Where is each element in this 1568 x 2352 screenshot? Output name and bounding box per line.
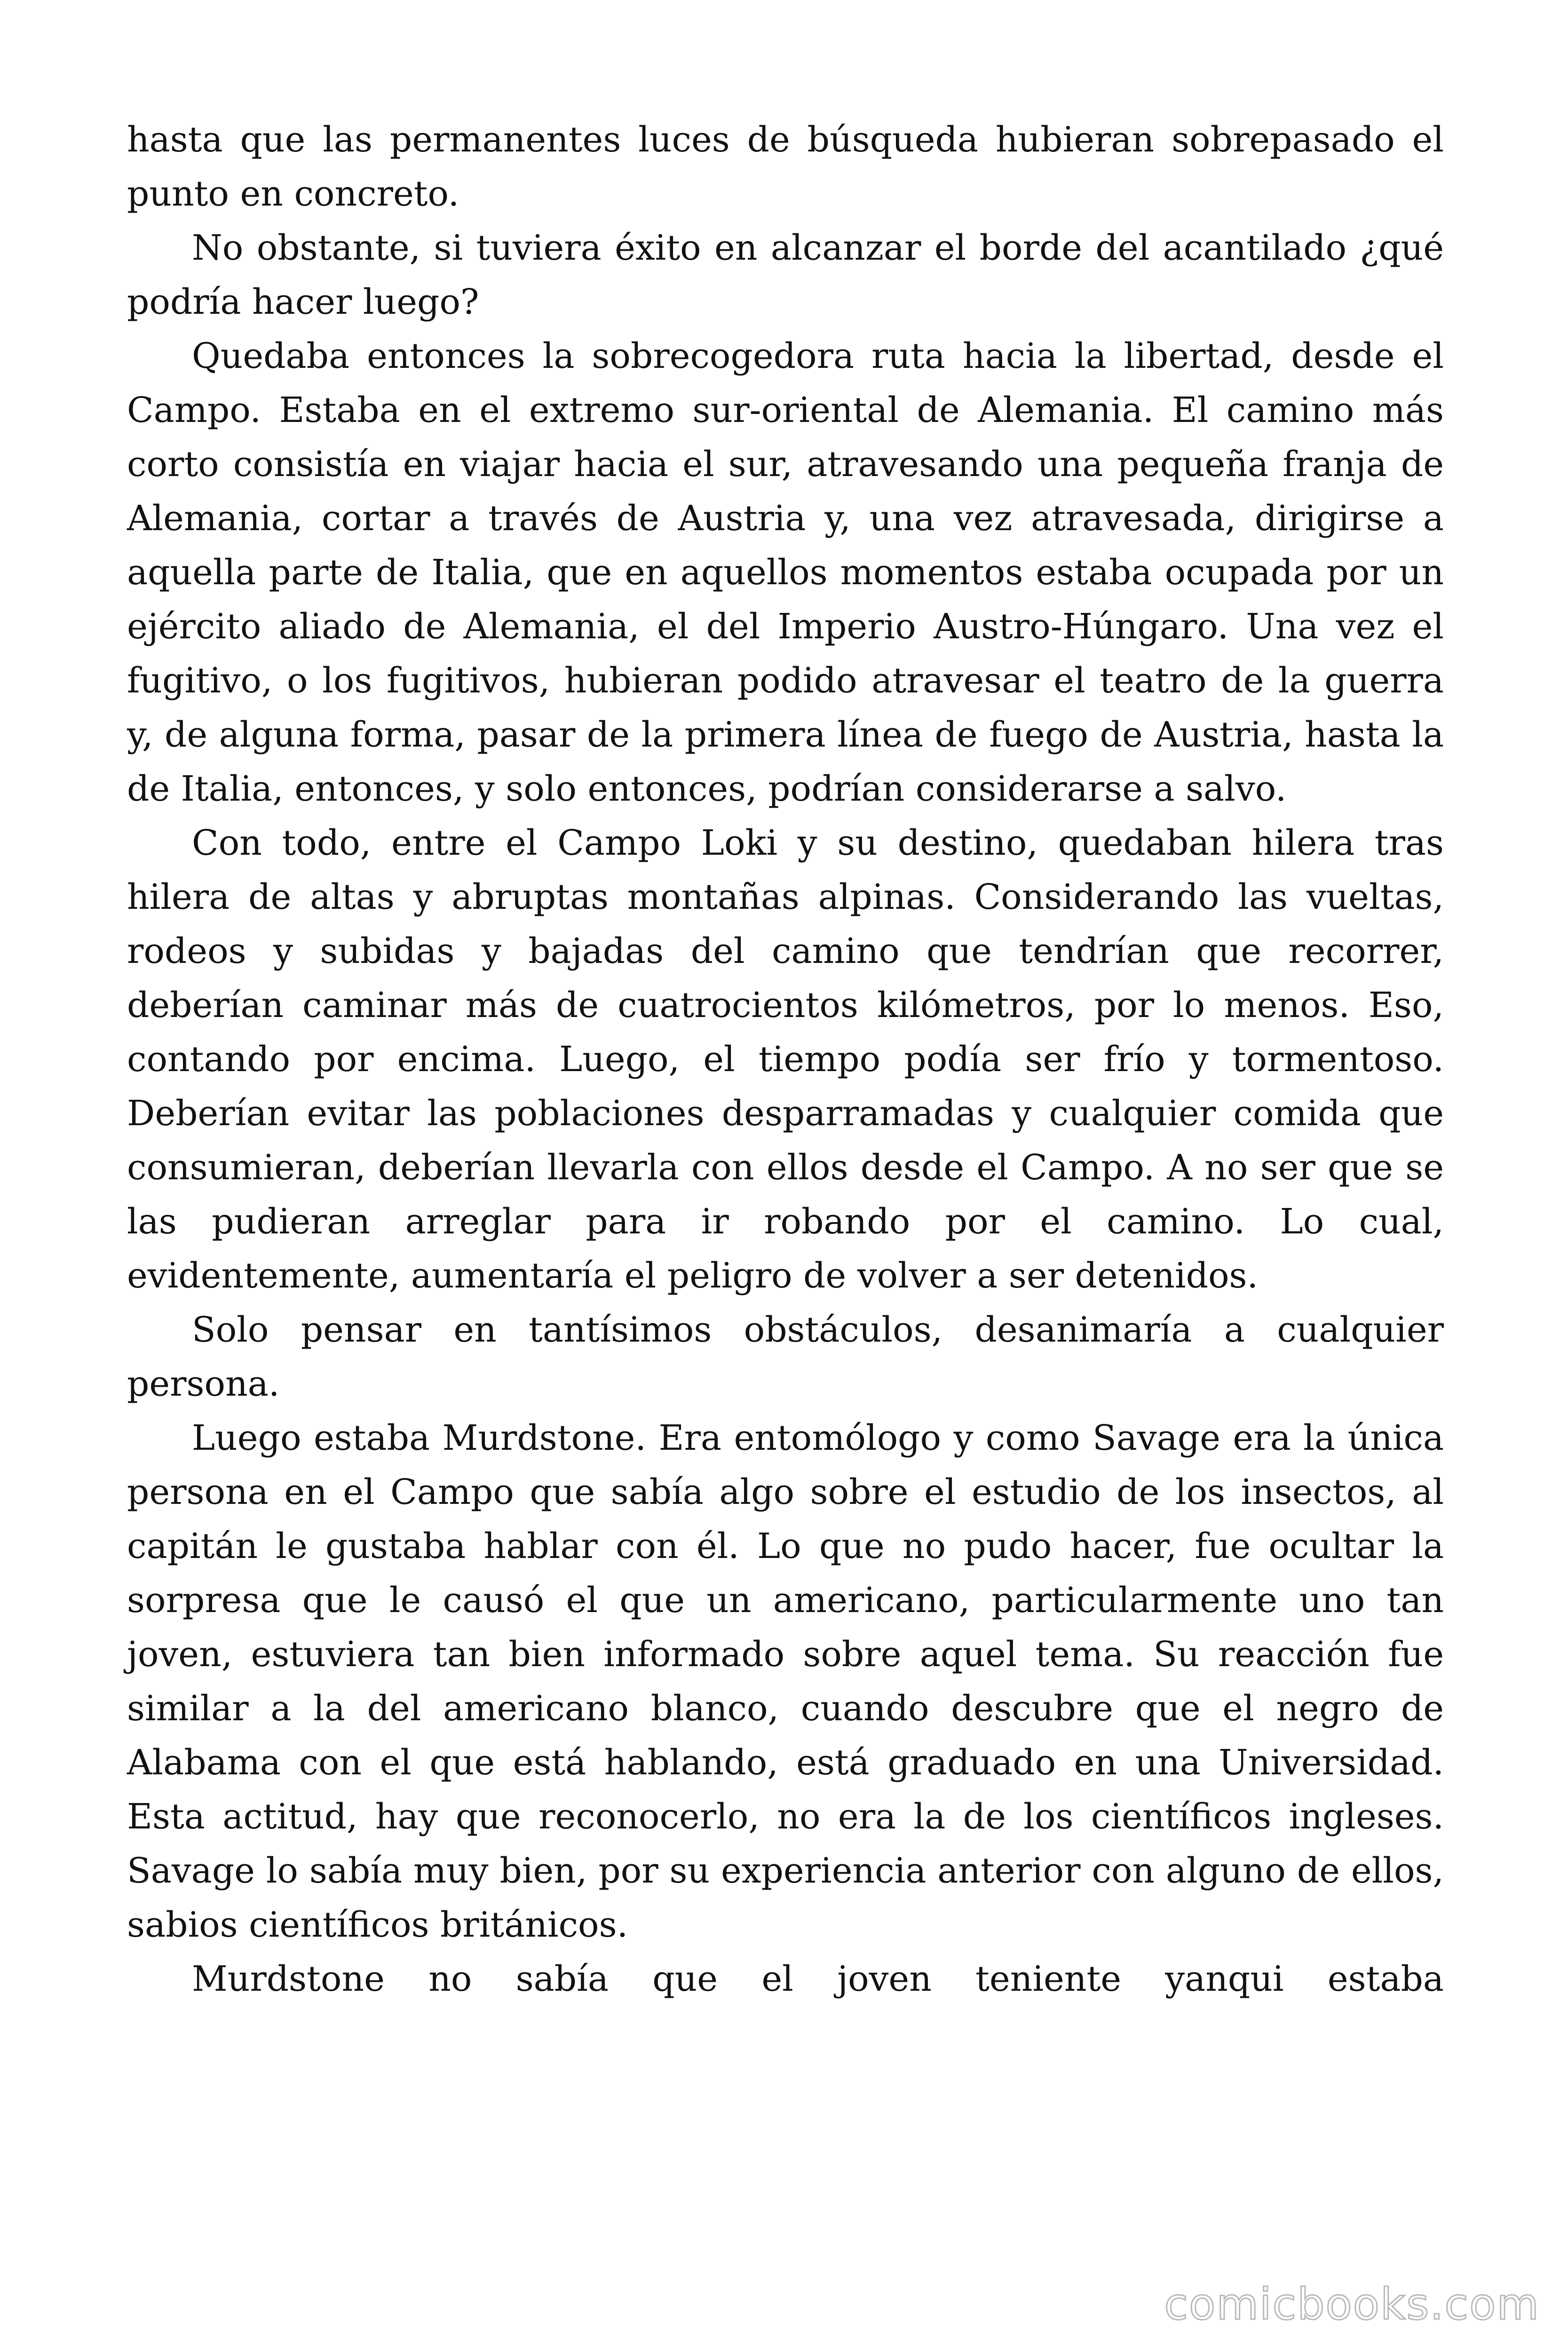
paragraph-continued-next-page: Murdstone no sabía que el joven teniente yanqui estaba (192, 1959, 1444, 1999)
paragraph-continuation: hasta que las permanentes luces de búsqueda hubieran sobrepasado el punto en concreto. (127, 119, 1444, 214)
watermark-logo: comicbooks.com (1164, 2279, 1540, 2329)
paragraph: Con todo, entre el Campo Loki y su destino, quedaban hilera tras hilera de altas y abruptas montañas alpinas. Considerando las vueltas, rodeos y subidas y bajadas del camino que tendrían que recorrer, deberían caminar más de cuatrocientos kilómetros, por lo menos. Eso, contando por encima. Luego, el tiempo podía ser frío y tormentoso. Deberían evitar las poblaciones desparramadas y cualquier comida que consumieran, deberían llevarla con ellos desde el Campo. A no ser que se las pudieran arreglar para ir robando por el camino. Lo cual, evidentemente, aumentaría el peligro de volver a ser detenidos. (127, 823, 1444, 1296)
paragraph: Quedaba entonces la sobrecogedora ruta hacia la libertad, desde el Campo. Estaba en el extremo sur-oriental de Alemania. El camino más corto consistía en viajar hacia el sur, atravesando una pequeña franja de Alemania, cortar a través de Austria y, una vez atravesada, dirigirse a aquella parte de Italia, que en aquellos momentos estaba ocupada por un ejército aliado de Alemania, el del Imperio Austro-Húngaro. Una vez el fugitivo, o los fugitivos, hubieran podido atravesar el teatro de la guerra y, de alguna forma, pasar de la primera línea de fuego de Austria, hasta la de Italia, entonces, y solo entonces, podrían considerarse a salvo. (127, 336, 1444, 809)
paragraph: Solo pensar en tantísimos obstáculos, desanimaría a cualquier persona. (127, 1310, 1444, 1404)
paragraph: No obstante, si tuviera éxito en alcanzar el borde del acantilado ¿qué podría hacer luego? (127, 228, 1444, 322)
paragraph: Luego estaba Murdstone. Era entomólogo y como Savage era la única persona en el Campo que sabía algo sobre el estudio de los insectos, al capitán le gustaba hablar con él. Lo que no pudo hacer, fue ocultar la sorpresa que le causó el que un americano, particularmente uno tan joven, estuviera tan bien informado sobre aquel tema. Su reacción fue similar a la del americano blanco, cuando descubre que el negro de Alabama con el que está hablando, está graduado en una Universidad. Esta actitud, hay que reconocerlo, no era la de los científicos ingleses. Savage lo sabía muy bien, por su experiencia anterior con alguno de ellos, sabios científicos británicos. (127, 1418, 1444, 1945)
book-page-text (127, 113, 1444, 2258)
